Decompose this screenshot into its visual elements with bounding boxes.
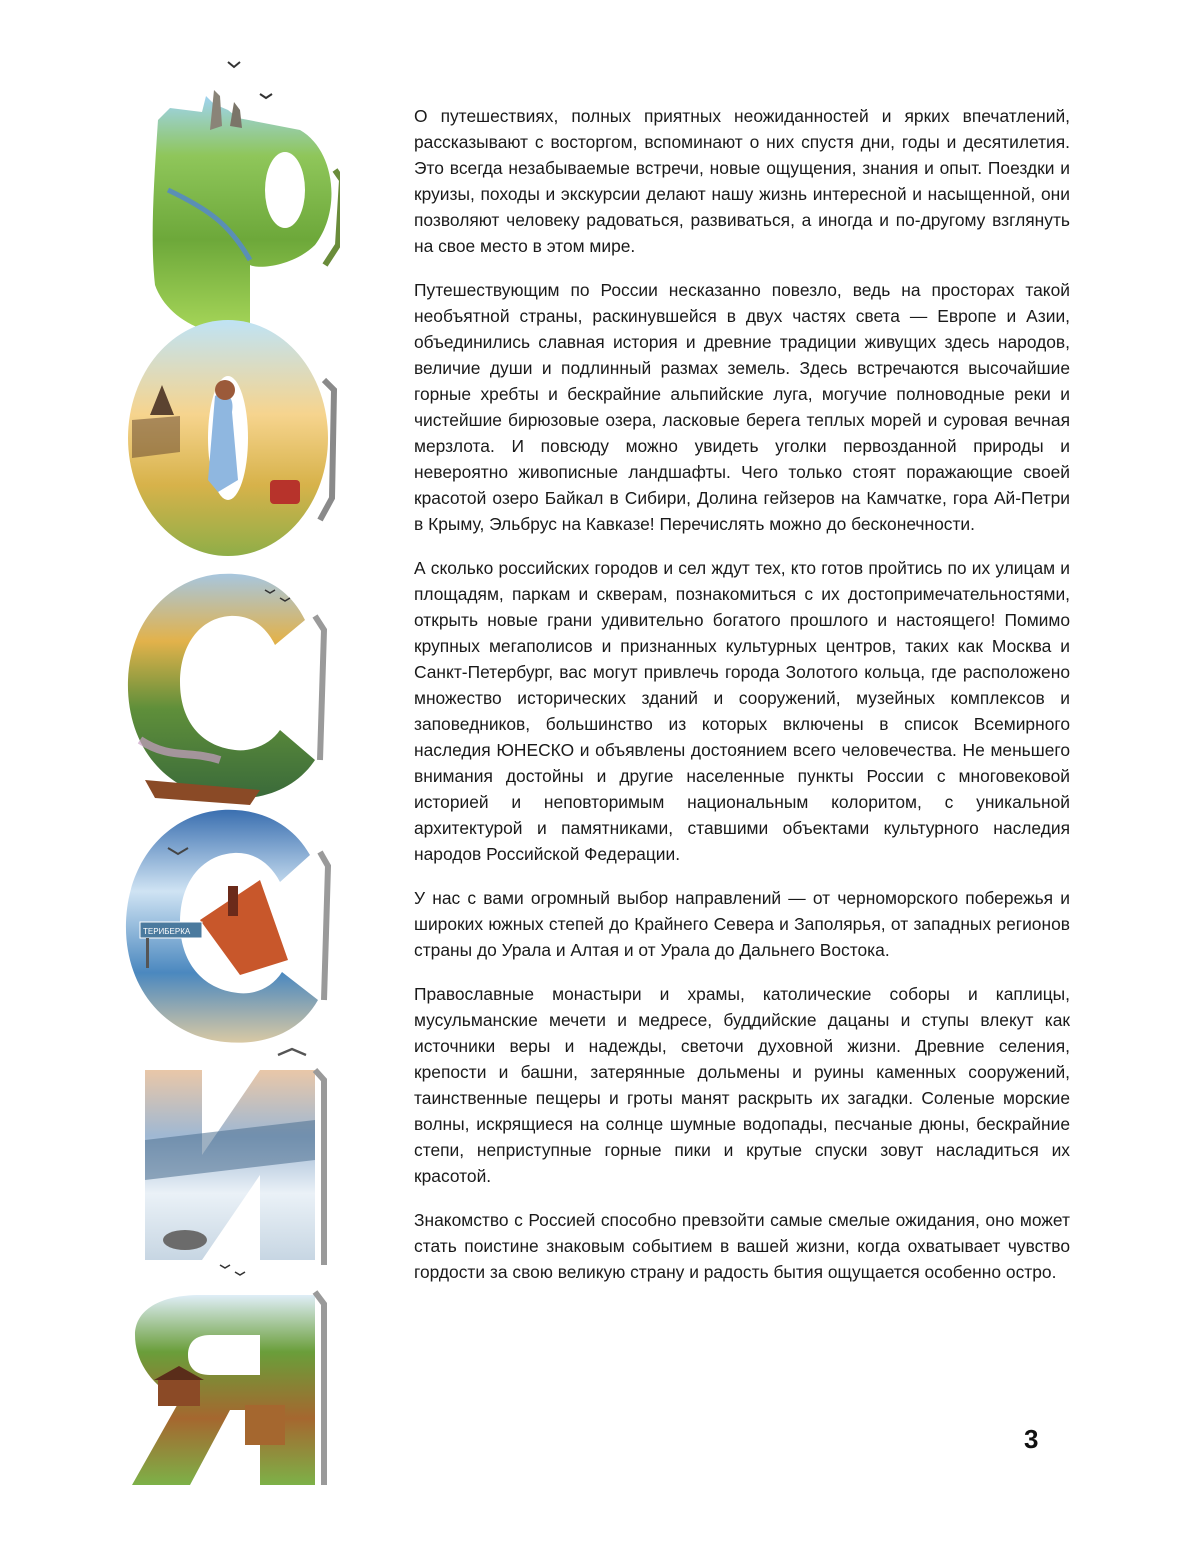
paragraph-6: Знакомство с Россией способно превзойти самые смелые ожидания, оно может стать поистине знаковым событием в вашей жизни, когда охватывает чувство гордости за свою великую страну и радость бытия ощущается особенно остро. — [414, 1210, 1070, 1282]
teriberka-sign-label: ТЕРИБЕРКА — [143, 927, 191, 936]
paragraph-5: Православные монастыри и храмы, католические соборы и каплицы, мусульманские мечети и медресе, буддийские дацаны и ступы влекут как источники веры и надежды, светочи духовной жизни. Древние селения, крепости и башни, затерянные дольмены и руины каменных сооружений, таинственные пещеры и гроты манят раскрыть их загадки. Соленые морские волны, искрящиеся на солнце шумные водопады, песчаные дюны, бескрайние степи, неприступные горные пики и крутые спуски зовут насладиться их красотой. — [414, 984, 1070, 1186]
page-number: 3 — [1024, 1424, 1039, 1454]
letter-o-photo — [128, 320, 334, 556]
letter-s-first-photo — [128, 574, 324, 805]
letter-ya-photo — [132, 1292, 324, 1485]
letter-p-photo — [153, 90, 340, 335]
paragraph-3: А сколько российских городов и сел ждут тех, кто готов пройтись по их улицам и площадям, паркам и скверам, познакомиться с их достопримечательностями, открыть новые грани удивительно богатого прошлого и настоящего! Помимо крупных мегаполисов и признанных культурных центров, таких как Москва и Санкт-Петербург, вас могут привлечь города Золотого кольца, где расположено множество исторических зданий и сооружений, музейных комплексов и заповедников, большинство из которых включены в список Всемирного наследия ЮНЕСКО и объявлены достоянием всего человечества. Не меньшего внимания достойны и другие населенные пункты России с многовековой историей и неповторимым национальным колоритом, с уникальной архитектурой и памятниками, ставшими объектами культурного наследия народов Российской Федерации. — [414, 558, 1070, 864]
russia-title-letters — [110, 60, 340, 1490]
letters-illustration — [110, 60, 340, 1490]
paragraph-1: О путешествиях, полных приятных неожиданностей и ярких впечатлений, рассказывают с восторгом, вспоминают о них спустя дни, годы и десятилетия. Это всегда незабываемые встречи, новые ощущения, знания и опыт. Поездки и круизы, походы и экскурсии делают нашу жизнь интересной и насыщенной, они позволяют человеку радоваться, развиваться, а иногда и по-другому взглянуть на свое место в этом мире. — [414, 106, 1070, 256]
bird-icon — [235, 1272, 245, 1275]
seagull-icon — [278, 1049, 306, 1055]
bird-icon — [220, 1265, 230, 1268]
paragraph-2: Путешествующим по России несказанно повезло, ведь на просторах такой необъятной страны, раскинувшейся в двух частях света — Европе и Азии, объединились славная история и древние традиции живущих здесь народов, величие души и подлинный размах земель. Здесь встречаются высочайшие горные хребты и бескрайние альпийские луга, могучие полноводные реки и чистейшие бирюзовые озера, ласковые берега теплых морей и суровая вечная мерзлота. И повсюду можно увидеть уголки первозданной природы и невероятно живописные ландшафты. Чего только стоят поражающие своей красотой озеро Байкал в Сибири, Долина гейзеров на Камчатке, гора Ай-Петри в Крыму, Эльбрус на Кавказе! Перечислять можно до бесконечности. — [414, 280, 1070, 534]
body-text — [414, 103, 1070, 1303]
paragraph-4: У нас с вами огромный выбор направлений — от черноморского побережья и широких южных степей до Крайнего Севера и Заполярья, от западных регионов страны до Урала и Алтая и от Урала до Дальнего Востока. — [414, 888, 1070, 960]
bird-icon — [228, 62, 240, 67]
bird-icon — [260, 94, 272, 98]
letter-i-photo — [145, 1070, 324, 1265]
